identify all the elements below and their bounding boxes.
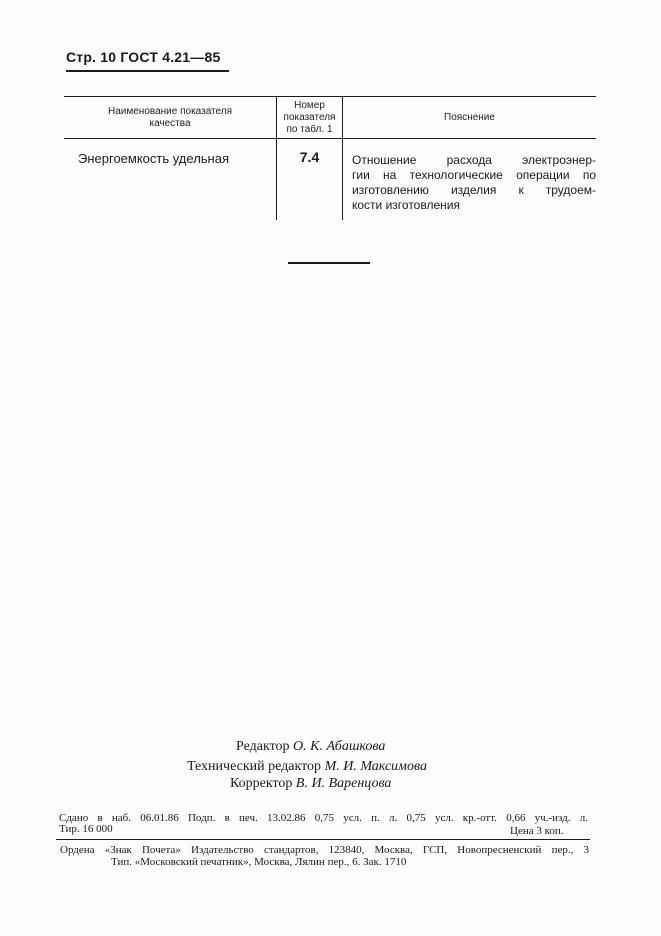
running-head: Стр. 10 ГОСТ 4.21—85 — [66, 49, 221, 65]
header-line: Наименование показателя — [108, 106, 232, 117]
explanation-line: кости изготовления — [352, 198, 460, 212]
table-cell-number: 7.4 — [299, 149, 320, 165]
explanation-line: изготовлению изделия к трудоем- — [352, 183, 596, 197]
header-line: показателя — [283, 112, 336, 123]
table-cell-name: Энергоемкость удельная — [78, 151, 229, 166]
table-header-rule — [64, 138, 596, 139]
column-header-explanation — [343, 98, 596, 138]
imprint-printer: Тип. «Московский печатник», Москва, Лялин пер., 6. Зак. 1710 — [111, 856, 407, 868]
header-rule — [66, 70, 229, 72]
imprint-signed-line: Сдано в наб. 06.01.86 Подп. в печ. 13.02.86 0,75 усл. п. л. 0,75 усл. кр.-отт. 0,66 уч.-изд. л. — [59, 812, 588, 824]
imprint-print-run: Тир. 16 000 — [59, 823, 113, 835]
tech-editor-role: Технический редактор — [187, 759, 322, 774]
editor-line — [236, 739, 385, 755]
table-top-rule — [64, 96, 596, 97]
imprint-rule — [56, 839, 590, 840]
imprint-price: Цена 3 коп. — [510, 825, 564, 837]
explanation-line: Отношение расхода электроэнер- — [352, 153, 596, 167]
explanation-line: гии на технологические операции по — [352, 168, 596, 182]
table-cell-explanation — [352, 153, 596, 213]
header-line: Номер — [294, 100, 325, 111]
proofreader-name: В. И. Варенцова — [295, 776, 392, 791]
header-line: качества — [149, 118, 191, 129]
proofreader-line — [230, 776, 391, 792]
imprint-publisher: Ордена «Знак Почета» Издательство стандартов, 123840, Москва, ГСП, Новопресненский пер., 3 — [60, 844, 589, 856]
header-line: Пояснение — [444, 112, 495, 123]
tech-editor-line — [187, 759, 427, 775]
editor-role: Редактор — [236, 739, 290, 754]
proofreader-role: Корректор — [230, 776, 293, 791]
tech-editor-name: М. И. Максимова — [324, 759, 427, 774]
editor-name: О. К. Абашкова — [293, 739, 386, 754]
column-header-indicator-name — [64, 98, 276, 138]
end-rule — [288, 262, 370, 264]
header-line: по табл. 1 — [286, 124, 333, 135]
column-header-indicator-number — [277, 98, 342, 138]
